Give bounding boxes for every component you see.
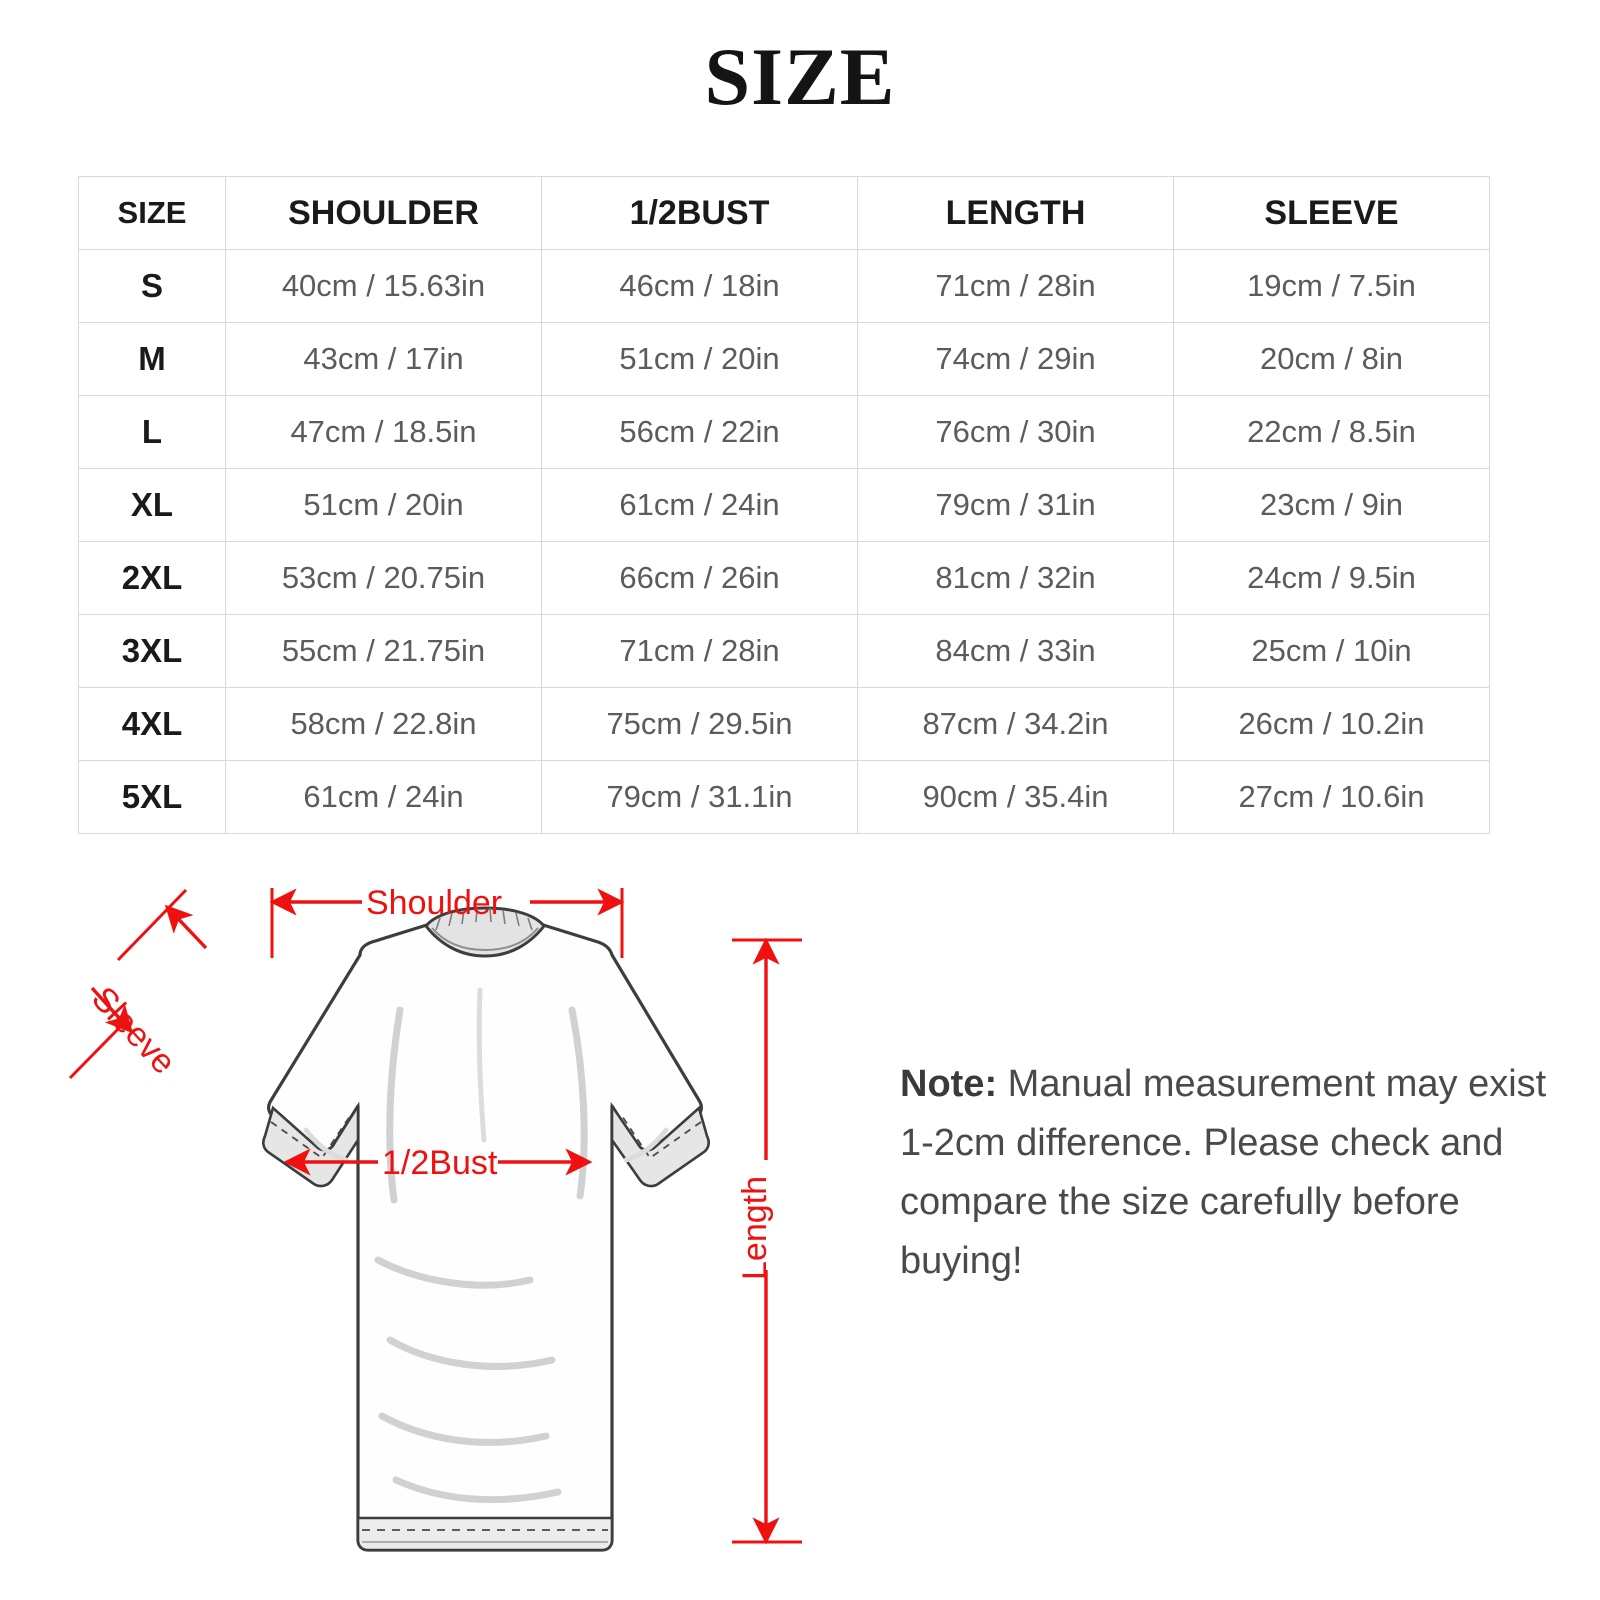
cell-length: 90cm / 35.4in — [858, 761, 1174, 834]
cell-half-bust: 79cm / 31.1in — [542, 761, 858, 834]
column-header-size: SIZE — [79, 177, 226, 250]
sleeve-dimension — [70, 890, 206, 1081]
note-text: Manual measurement may exist 1-2cm difference. Please check and compare the size carefully before buying! — [900, 1063, 1547, 1282]
cell-size: XL — [79, 469, 226, 542]
cell-sleeve: 23cm / 9in — [1174, 469, 1490, 542]
table-row — [79, 250, 1490, 323]
label-shoulder: Shoulder — [366, 884, 503, 922]
cell-sleeve: 27cm / 10.6in — [1174, 761, 1490, 834]
cell-shoulder: 61cm / 24in — [226, 761, 542, 834]
cell-size: M — [79, 323, 226, 396]
table-row — [79, 323, 1490, 396]
table-row — [79, 396, 1490, 469]
cell-sleeve: 22cm / 8.5in — [1174, 396, 1490, 469]
table-row — [79, 761, 1490, 834]
label-length: Length — [736, 1176, 774, 1280]
cell-size: S — [79, 250, 226, 323]
cell-shoulder: 58cm / 22.8in — [226, 688, 542, 761]
cell-sleeve: 19cm / 7.5in — [1174, 250, 1490, 323]
table-header-row — [79, 177, 1490, 250]
cell-size: 5XL — [79, 761, 226, 834]
cell-length: 74cm / 29in — [858, 323, 1174, 396]
cell-size: L — [79, 396, 226, 469]
cell-length: 71cm / 28in — [858, 250, 1174, 323]
size-chart-table — [78, 176, 1490, 834]
cell-length: 76cm / 30in — [858, 396, 1174, 469]
cell-shoulder: 40cm / 15.63in — [226, 250, 542, 323]
cell-sleeve: 25cm / 10in — [1174, 615, 1490, 688]
cell-half-bust: 51cm / 20in — [542, 323, 858, 396]
cell-length: 87cm / 34.2in — [858, 688, 1174, 761]
cell-sleeve: 26cm / 10.2in — [1174, 688, 1490, 761]
note-block — [900, 1055, 1560, 1291]
cell-shoulder: 43cm / 17in — [226, 323, 542, 396]
table-row — [79, 688, 1490, 761]
column-header-sleeve: SLEEVE — [1174, 177, 1490, 250]
cell-half-bust: 56cm / 22in — [542, 396, 858, 469]
page-title: SIZE — [704, 31, 896, 122]
tshirt-diagram-svg — [60, 840, 910, 1600]
cell-half-bust: 61cm / 24in — [542, 469, 858, 542]
cell-sleeve: 24cm / 9.5in — [1174, 542, 1490, 615]
table-row — [79, 542, 1490, 615]
cell-shoulder: 53cm / 20.75in — [226, 542, 542, 615]
length-dimension — [732, 940, 802, 1542]
tshirt-diagram — [60, 840, 910, 1600]
cell-half-bust: 46cm / 18in — [542, 250, 858, 323]
table-row — [79, 615, 1490, 688]
size-table-container — [78, 176, 1490, 834]
cell-length: 79cm / 31in — [858, 469, 1174, 542]
column-header-half-bust: 1/2BUST — [542, 177, 858, 250]
column-header-shoulder: SHOULDER — [226, 177, 542, 250]
cell-half-bust: 66cm / 26in — [542, 542, 858, 615]
note-label: Note: — [900, 1063, 998, 1105]
column-header-length: LENGTH — [858, 177, 1174, 250]
cell-length: 84cm / 33in — [858, 615, 1174, 688]
cell-shoulder: 51cm / 20in — [226, 469, 542, 542]
cell-half-bust: 75cm / 29.5in — [542, 688, 858, 761]
cell-sleeve: 20cm / 8in — [1174, 323, 1490, 396]
cell-length: 81cm / 32in — [858, 542, 1174, 615]
label-half-bust: 1/2Bust — [382, 1144, 498, 1182]
tshirt-illustration — [263, 908, 708, 1550]
cell-size: 3XL — [79, 615, 226, 688]
cell-size: 2XL — [79, 542, 226, 615]
label-sleeve: Sleeve — [84, 979, 183, 1082]
cell-shoulder: 55cm / 21.75in — [226, 615, 542, 688]
cell-half-bust: 71cm / 28in — [542, 615, 858, 688]
measurement-guide-section — [0, 830, 1600, 1600]
cell-size: 4XL — [79, 688, 226, 761]
table-row — [79, 469, 1490, 542]
cell-shoulder: 47cm / 18.5in — [226, 396, 542, 469]
